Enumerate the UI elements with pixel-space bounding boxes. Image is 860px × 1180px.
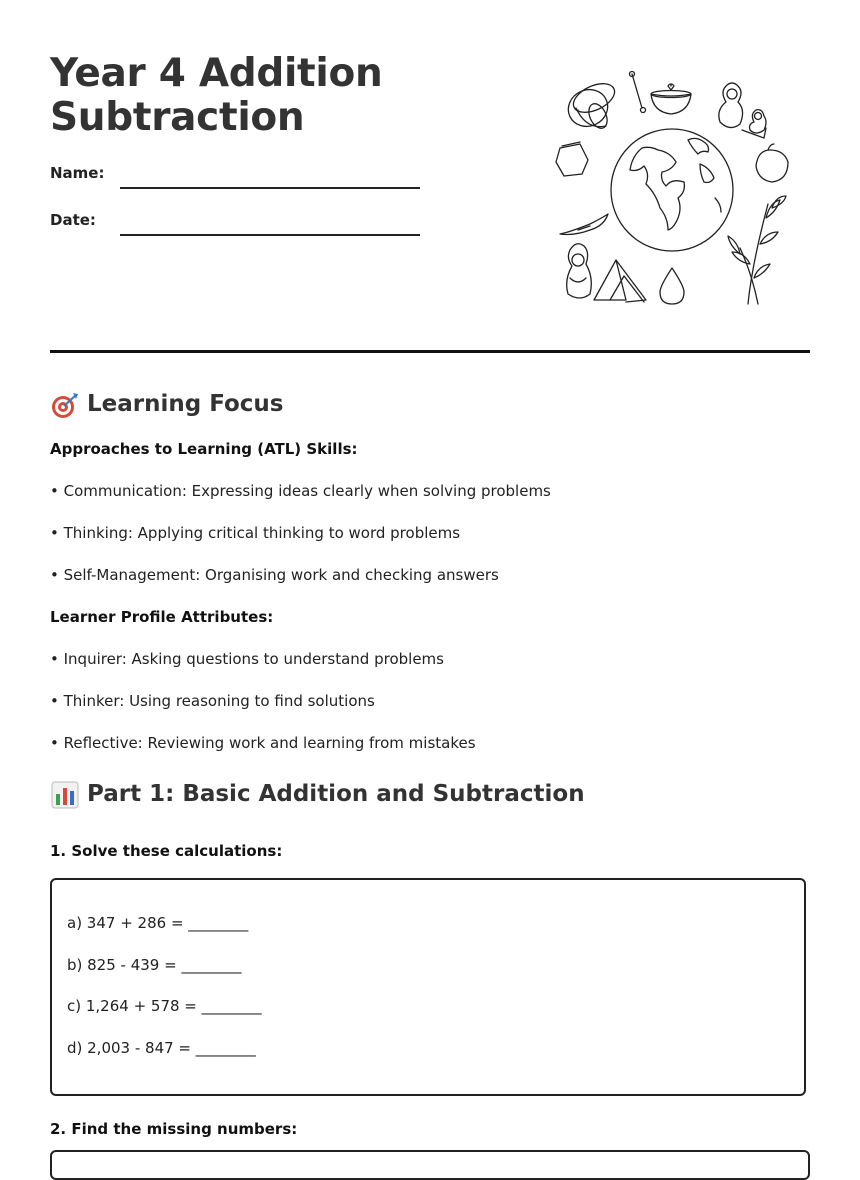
bar-chart-icon <box>50 779 80 809</box>
list-item: • Thinking: Applying critical thinking to word problems <box>50 524 461 542</box>
section-title-text: Part 1: Basic Addition and Subtraction <box>87 781 585 807</box>
part1-heading <box>50 770 810 818</box>
calculation-item[interactable]: a) 347 + 286 = ________ <box>67 914 249 932</box>
question-2-label: 2. Find the missing numbers: <box>50 1120 298 1138</box>
section-title-text: Learning Focus <box>87 391 284 417</box>
atl-skills-heading: Approaches to Learning (ATL) Skills: <box>50 440 358 458</box>
learning-focus-heading <box>50 380 810 428</box>
world-culture-illustration-icon <box>550 68 790 308</box>
list-item: • Thinker: Using reasoning to find solutions <box>50 692 375 710</box>
header-divider <box>50 350 810 353</box>
list-item: • Communication: Expressing ideas clearly when solving problems <box>50 482 551 500</box>
question-2-box <box>50 1150 810 1180</box>
name-field[interactable] <box>120 187 420 189</box>
date-label: Date: <box>50 211 96 229</box>
list-item: • Self-Management: Organising work and checking answers <box>50 566 499 584</box>
list-item: • Inquirer: Asking questions to understand problems <box>50 650 444 668</box>
question-1-box <box>50 878 806 1096</box>
learner-profile-heading: Learner Profile Attributes: <box>50 608 274 626</box>
target-icon <box>50 389 80 419</box>
calculation-item[interactable]: b) 825 - 439 = ________ <box>67 955 242 974</box>
calculation-item[interactable]: d) 2,003 - 847 = ________ <box>67 1038 256 1057</box>
main-content <box>50 380 810 1146</box>
list-item: • Reflective: Reviewing work and learning from mistakes <box>50 734 476 752</box>
page-title: Year 4 Addition Subtraction <box>50 51 383 140</box>
name-label: Name: <box>50 164 105 182</box>
worksheet-header <box>50 50 810 310</box>
question-1-label: 1. Solve these calculations: <box>50 842 283 860</box>
calculation-item[interactable]: c) 1,264 + 578 = ________ <box>67 997 262 1015</box>
date-field[interactable] <box>120 234 420 236</box>
